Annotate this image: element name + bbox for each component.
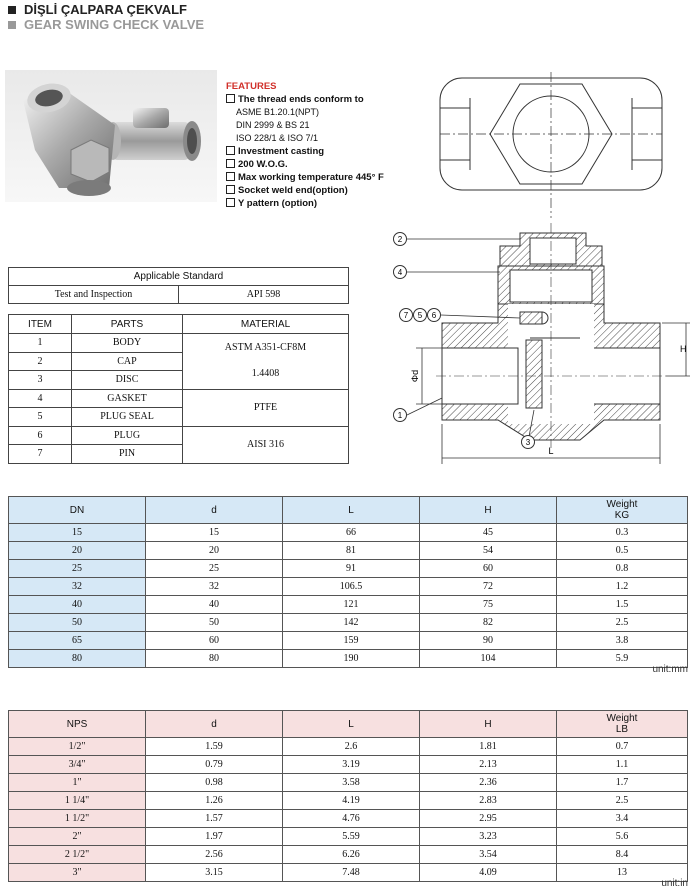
checkbox-icon — [226, 146, 235, 155]
feature-text: The thread ends conform to — [238, 94, 364, 105]
cell: 1 1/2" — [9, 810, 146, 828]
cell: 15 — [9, 524, 146, 542]
table-row — [9, 426, 349, 445]
cell: 3.54 — [420, 846, 557, 864]
imperial-dimension-table — [8, 710, 688, 882]
feature-sub: ISO 228/1 & ISO 7/1 — [236, 133, 319, 143]
feature-sub: DIN 2999 & BS 21 — [236, 120, 310, 130]
cell: 32 — [9, 578, 146, 596]
parts-item: 7 — [9, 445, 72, 464]
cell: 50 — [9, 614, 146, 632]
table-row — [9, 650, 688, 668]
feature-item — [226, 93, 384, 106]
metric-header-dn: DN — [9, 497, 146, 524]
cell: 90 — [420, 632, 557, 650]
cell: 1/2" — [9, 738, 146, 756]
product-photo — [5, 70, 217, 202]
cell: 142 — [283, 614, 420, 632]
weight-unit: LB — [615, 724, 629, 735]
cell: 5.9 — [557, 650, 688, 668]
parts-part: DISC — [72, 371, 183, 390]
cell: 2.36 — [420, 774, 557, 792]
parts-part: PLUG SEAL — [72, 408, 183, 427]
cell: 7.48 — [283, 864, 420, 882]
cell: 91 — [283, 560, 420, 578]
feature-item — [226, 145, 384, 158]
table-row — [9, 614, 688, 632]
features-list — [226, 80, 384, 210]
cell: 3.23 — [420, 828, 557, 846]
cell: 1.97 — [146, 828, 283, 846]
cell: 2.83 — [420, 792, 557, 810]
imperial-unit-note: unit:in — [661, 878, 688, 889]
title-tr-text: DİŞLİ ÇALPARA ÇEKVALF — [24, 2, 187, 17]
parts-item: 4 — [9, 389, 72, 408]
cell: 25 — [9, 560, 146, 578]
features-heading: FEATURES — [226, 81, 277, 92]
table-row — [9, 756, 688, 774]
parts-material: AISI 316 — [183, 426, 349, 463]
parts-part: PLUG — [72, 426, 183, 445]
cell: 66 — [283, 524, 420, 542]
parts-item: 1 — [9, 334, 72, 353]
imperial-header-h: H — [420, 711, 557, 738]
table-row — [9, 792, 688, 810]
cell: 65 — [9, 632, 146, 650]
parts-part: BODY — [72, 334, 183, 353]
cell: 54 — [420, 542, 557, 560]
cell: 72 — [420, 578, 557, 596]
callout-3: 3 — [525, 438, 531, 447]
table-row — [9, 524, 688, 542]
table-row — [9, 632, 688, 650]
callout-7: 7 — [403, 311, 409, 320]
table-row — [9, 578, 688, 596]
parts-table — [8, 314, 349, 464]
parts-part: PIN — [72, 445, 183, 464]
cell: 2.56 — [146, 846, 283, 864]
cell: 8.4 — [557, 846, 688, 864]
cell: 1.57 — [146, 810, 283, 828]
cell: 3.15 — [146, 864, 283, 882]
feature-sub: ASME B1.20.1(NPT) — [236, 107, 320, 117]
cell: 3.58 — [283, 774, 420, 792]
feature-item — [226, 171, 384, 184]
cell: 2.13 — [420, 756, 557, 774]
cell: 75 — [420, 596, 557, 614]
cell: 80 — [146, 650, 283, 668]
cell: 3.4 — [557, 810, 688, 828]
table-row — [9, 596, 688, 614]
imperial-header-nps: NPS — [9, 711, 146, 738]
cell: 15 — [146, 524, 283, 542]
feature-text: Socket weld end(option) — [238, 185, 348, 196]
checkbox-icon — [226, 94, 235, 103]
cell: 25 — [146, 560, 283, 578]
applicable-standard-table — [8, 267, 349, 304]
parts-header-item: ITEM — [9, 315, 72, 334]
parts-item: 5 — [9, 408, 72, 427]
cell: 2.6 — [283, 738, 420, 756]
cell: 4.76 — [283, 810, 420, 828]
callout-4: 4 — [397, 268, 403, 277]
feature-text: 200 W.O.G. — [238, 159, 288, 170]
metric-dimension-table — [8, 496, 688, 668]
metric-header-h: H — [420, 497, 557, 524]
callout-6: 6 — [431, 311, 437, 320]
table-row — [9, 542, 688, 560]
cell: 2 1/2" — [9, 846, 146, 864]
parts-material: PTFE — [183, 389, 349, 426]
cell: 81 — [283, 542, 420, 560]
cell: 1.26 — [146, 792, 283, 810]
table-row — [9, 738, 688, 756]
feature-item — [226, 184, 384, 197]
weight-label: Weight — [606, 713, 638, 724]
parts-header-parts: PARTS — [72, 315, 183, 334]
parts-part: CAP — [72, 352, 183, 371]
standard-header: Applicable Standard — [9, 268, 349, 286]
cell: 104 — [420, 650, 557, 668]
parts-item: 2 — [9, 352, 72, 371]
parts-item: 6 — [9, 426, 72, 445]
table-row — [9, 389, 349, 408]
cell: 2.5 — [557, 792, 688, 810]
cell: 0.3 — [557, 524, 688, 542]
callout-1: 1 — [397, 411, 403, 420]
cell: 0.98 — [146, 774, 283, 792]
dim-d-label: Φd — [410, 369, 420, 383]
callout-5: 5 — [417, 311, 423, 320]
cell: 190 — [283, 650, 420, 668]
cell: 20 — [146, 542, 283, 560]
cell: 2.5 — [557, 614, 688, 632]
cell: 1.1 — [557, 756, 688, 774]
standard-value: API 598 — [179, 286, 349, 304]
cell: 1.81 — [420, 738, 557, 756]
metric-header-d: d — [146, 497, 283, 524]
cell: 0.7 — [557, 738, 688, 756]
metric-unit-note: unit:mm — [652, 664, 688, 675]
cell: 80 — [9, 650, 146, 668]
cell: 106.5 — [283, 578, 420, 596]
checkbox-icon — [226, 185, 235, 194]
cell: 2" — [9, 828, 146, 846]
cell: 3" — [9, 864, 146, 882]
technical-drawing — [380, 68, 695, 468]
cell: 60 — [146, 632, 283, 650]
page-title-en — [8, 17, 204, 32]
callout-2: 2 — [397, 235, 403, 244]
cell: 1.5 — [557, 596, 688, 614]
cell: 1 1/4" — [9, 792, 146, 810]
cell: 40 — [9, 596, 146, 614]
cell: 0.5 — [557, 542, 688, 560]
feature-item — [226, 158, 384, 171]
imperial-header-weight — [557, 711, 688, 738]
page-title-tr — [8, 2, 187, 17]
cell: 3.8 — [557, 632, 688, 650]
material-text: 1.4408 — [251, 368, 280, 380]
parts-item: 3 — [9, 371, 72, 390]
table-row — [9, 846, 688, 864]
cell: 6.26 — [283, 846, 420, 864]
metric-header-l: L — [283, 497, 420, 524]
cell: 32 — [146, 578, 283, 596]
feature-item — [226, 197, 384, 210]
parts-header-material: MATERIAL — [183, 315, 349, 334]
cell: 20 — [9, 542, 146, 560]
cell: 0.8 — [557, 560, 688, 578]
dim-l-label: L — [548, 446, 554, 456]
table-row — [9, 334, 349, 353]
cell: 159 — [283, 632, 420, 650]
cell: 1.2 — [557, 578, 688, 596]
material-text: ASTM A351-CF8M — [224, 342, 307, 354]
cell: 5.6 — [557, 828, 688, 846]
table-row — [9, 864, 688, 882]
imperial-header-d: d — [146, 711, 283, 738]
table-row — [9, 828, 688, 846]
standard-label: Test and Inspection — [9, 286, 179, 304]
table-row — [9, 810, 688, 828]
cell: 1.59 — [146, 738, 283, 756]
feature-text: Y pattern (option) — [238, 198, 317, 209]
cell: 0.79 — [146, 756, 283, 774]
parts-part: GASKET — [72, 389, 183, 408]
cell: 13 — [557, 864, 688, 882]
parts-material — [183, 334, 349, 390]
cell: 4.09 — [420, 864, 557, 882]
top-view — [440, 72, 662, 218]
cell: 3/4" — [9, 756, 146, 774]
cell: 3.19 — [283, 756, 420, 774]
cell: 1.7 — [557, 774, 688, 792]
cell: 1" — [9, 774, 146, 792]
feature-text: Max working temperature 445° F — [238, 172, 384, 183]
checkbox-icon — [226, 198, 235, 207]
dim-h-label: H — [680, 344, 687, 354]
cell: 2.95 — [420, 810, 557, 828]
checkbox-icon — [226, 159, 235, 168]
weight-unit: KG — [614, 510, 630, 521]
checkbox-icon — [226, 172, 235, 181]
title-en-text: GEAR SWING CHECK VALVE — [24, 17, 205, 32]
feature-text: Investment casting — [238, 146, 325, 157]
cell: 121 — [283, 596, 420, 614]
cell: 60 — [420, 560, 557, 578]
metric-header-weight — [557, 497, 688, 524]
table-row — [9, 774, 688, 792]
cell: 50 — [146, 614, 283, 632]
table-row — [9, 560, 688, 578]
cell: 45 — [420, 524, 557, 542]
valve-photo-graphic — [5, 70, 217, 202]
cell: 40 — [146, 596, 283, 614]
imperial-header-l: L — [283, 711, 420, 738]
cell: 82 — [420, 614, 557, 632]
section-view — [436, 223, 666, 448]
cell: 5.59 — [283, 828, 420, 846]
cell: 4.19 — [283, 792, 420, 810]
weight-label: Weight — [606, 499, 638, 510]
